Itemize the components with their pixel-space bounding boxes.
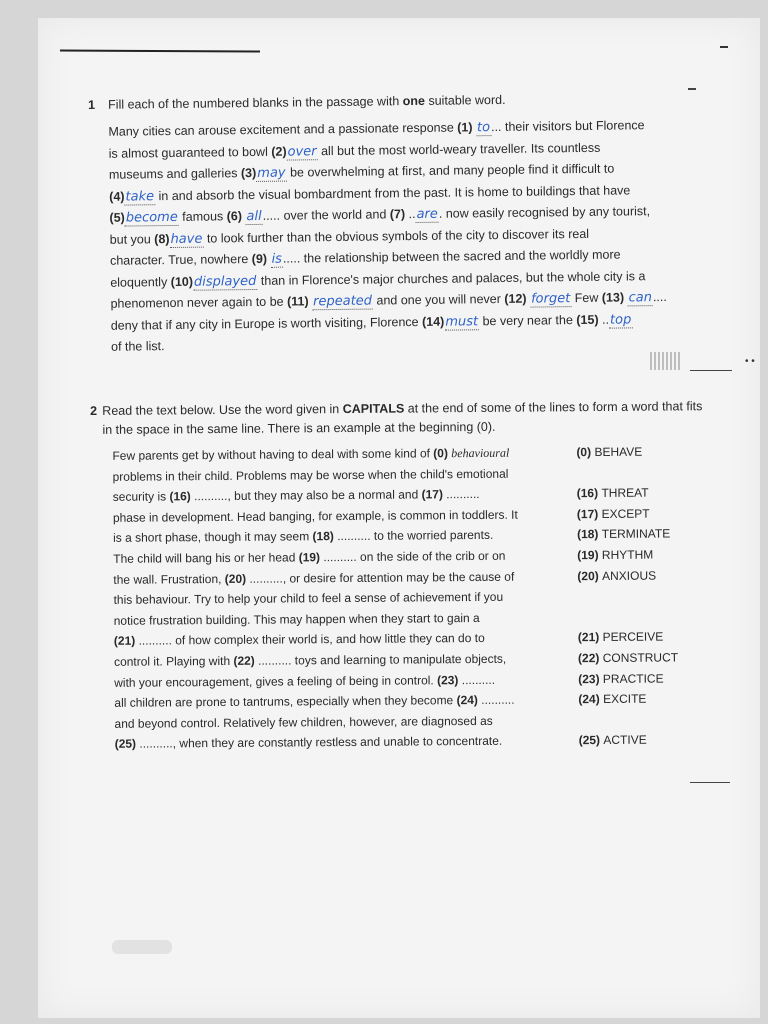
blank-number: (17) xyxy=(576,506,602,521)
line-text xyxy=(115,730,579,754)
line-text xyxy=(114,607,578,631)
blank-number: (23) xyxy=(578,671,603,686)
blank-number: (21) xyxy=(577,630,603,645)
exercise-2-heading xyxy=(90,397,710,440)
passage-text: famous xyxy=(178,209,227,224)
blank-number: (3) xyxy=(240,165,257,181)
passage-text: the wall. Frustration, xyxy=(113,571,225,587)
blank-number: (25) xyxy=(114,736,137,752)
passage-text: in and absorb the visual bombardment from the past. It is home to buildings that have xyxy=(155,182,631,203)
blank-number: (11) xyxy=(286,294,309,309)
passage-text: is almost guaranteed to bowl xyxy=(108,144,272,161)
cloze-passage xyxy=(108,114,711,358)
blank-number: (12) xyxy=(504,291,527,306)
blank-number: (22) xyxy=(233,653,255,668)
stem-word: RHYTHM xyxy=(601,547,654,562)
handwritten-answer: can xyxy=(628,290,653,306)
passage-text: ... their visitors but Florence xyxy=(490,118,645,135)
handwritten-answer: are xyxy=(416,206,438,222)
passage-text: ..... the relationship between the sacred and the worldly more xyxy=(282,247,621,266)
line-text xyxy=(113,566,577,590)
blank-number: (9) xyxy=(251,251,268,267)
line-text xyxy=(113,545,577,569)
passage-text: with your encouragement, gives a feeling of being in control. xyxy=(114,672,438,690)
capital-word xyxy=(578,689,646,710)
handwritten-answer: top xyxy=(609,311,632,328)
handwritten-answer: forget xyxy=(530,291,571,307)
passage-text: to look further than the obvious symbols of the city to discover its real xyxy=(203,226,590,246)
capital-word xyxy=(579,730,647,751)
exercise-number: 2 xyxy=(90,403,98,418)
handwritten-answer: must xyxy=(445,313,479,330)
passage-text: .......... to the worried parents. xyxy=(333,528,494,544)
blank-number: (20) xyxy=(577,568,603,583)
handwritten-answer: all xyxy=(246,208,262,225)
blank-number: (19) xyxy=(577,547,602,563)
line-text xyxy=(113,504,577,528)
example-answer: behavioural xyxy=(451,445,510,461)
stem-word: THREAT xyxy=(601,485,649,501)
top-right-mark xyxy=(720,46,728,48)
passage-text: all but the most world-weary traveller. Its countless xyxy=(317,140,601,158)
exercise-instruction: Read the text below. Use the word given in CAPITALS at the end of some of the lines to form a word that fits in the space in the same line. There is an example at the beginning (0). xyxy=(102,399,703,437)
blank-number: (7) xyxy=(389,207,406,222)
passage-text: . now easily recognised by any tourist, xyxy=(438,204,651,221)
capital-word xyxy=(577,545,653,566)
passage-text: .......... xyxy=(442,487,480,502)
margin-dots: • • xyxy=(745,356,755,367)
passage-text: Few parents get by without having to deal with some kind of xyxy=(112,446,434,463)
line-text xyxy=(112,442,576,466)
passage-text: of the list. xyxy=(110,339,165,354)
passage-text: ..... over the world and xyxy=(262,207,390,223)
passage-text: than in Florence's major churches and palaces, but the whole city is a xyxy=(257,268,646,288)
handwritten-answer: take xyxy=(125,188,155,205)
stem-word: TERMINATE xyxy=(601,526,671,542)
blank-number: (24) xyxy=(578,692,604,707)
page-smudge xyxy=(112,940,172,954)
blank-number: (4) xyxy=(109,189,125,204)
handwritten-answer: is xyxy=(271,251,283,267)
passage-text: control it. Playing with xyxy=(113,653,234,669)
blank-number: (24) xyxy=(456,693,478,708)
capital-word xyxy=(578,647,678,668)
line-text xyxy=(113,483,577,507)
score-line-2 xyxy=(690,782,730,783)
passage-text: The child will bang his or her head xyxy=(113,550,299,566)
blank-number: (17) xyxy=(421,487,443,502)
stem-word: CONSTRUCT xyxy=(602,650,679,665)
line-text xyxy=(114,669,578,693)
capital-word xyxy=(577,483,649,504)
exercise-number: 1 xyxy=(88,97,96,112)
score-scribble xyxy=(650,352,680,370)
passage-text: is a short phase, though it may seem xyxy=(113,529,313,546)
blank-number: (13) xyxy=(601,290,625,305)
passage-text: .... xyxy=(652,289,667,305)
passage-text: .........., or desire for attention may be the cause of xyxy=(246,569,515,586)
passage-text: eloquently xyxy=(110,274,171,290)
line-text xyxy=(114,648,578,672)
passage-text: problems in their child. Problems may be worse when the child's emotional xyxy=(112,466,509,484)
blank-number: (18) xyxy=(312,529,334,544)
stem-word: PRACTICE xyxy=(602,671,664,686)
line-text xyxy=(114,689,578,713)
exercise-instruction: Fill each of the numbered blanks in the passage with one suitable word. xyxy=(108,92,506,112)
passage-text: notice frustration building. This may happen when they start to gain a xyxy=(113,610,480,628)
blank-number: (2) xyxy=(271,144,287,159)
exercise-2 xyxy=(90,397,713,755)
passage-text: .......... xyxy=(477,692,515,708)
passage-text: phase in development. Head banging, for example, is common in toddlers. It xyxy=(112,507,518,525)
blank-number: (22) xyxy=(577,650,603,666)
line-text xyxy=(113,463,577,487)
passage-text: be overwhelming at first, and many people find it difficult to xyxy=(286,161,615,180)
blank-number: (25) xyxy=(578,733,604,748)
passage-text: .. xyxy=(598,312,610,327)
passage-text: but you xyxy=(109,231,155,247)
blank-number: (14) xyxy=(421,314,445,329)
passage-text: and one you will never xyxy=(372,291,505,308)
passage-text: this behaviour. Try to help your child to feel a sense of achievement if you xyxy=(113,589,504,607)
passage-text: phenomenon never again to be xyxy=(110,294,288,311)
handwritten-answer: over xyxy=(287,143,317,160)
blank-number: (20) xyxy=(224,571,247,586)
line-text xyxy=(113,586,577,610)
blank-number: (6) xyxy=(226,209,243,224)
passage-text: .......... of how complex their world is, and how little they can do to xyxy=(135,631,485,648)
blank-number: (21) xyxy=(113,633,136,649)
blank-number: (5) xyxy=(109,210,125,225)
stem-word: EXCEPT xyxy=(601,506,650,521)
passage-text: .......... on the side of the crib or on xyxy=(319,548,506,565)
stem-word: BEHAVE xyxy=(594,444,643,460)
stem-word: ANXIOUS xyxy=(602,568,657,583)
passage-text: .......... xyxy=(458,672,496,687)
stem-word: PERCEIVE xyxy=(602,629,664,645)
line-text xyxy=(114,628,578,652)
handwritten-answer: have xyxy=(170,231,203,247)
capital-word xyxy=(578,668,664,689)
passage-text: museums and galleries xyxy=(108,166,242,182)
blank-number: (23) xyxy=(436,672,459,687)
blank-number: (8) xyxy=(154,231,170,246)
score-line xyxy=(690,370,732,371)
passage-text: deny that if any city in Europe is worth visiting, Florence xyxy=(110,314,423,333)
passage-text: .........., when they are constantly restless and unable to concentrate. xyxy=(135,734,503,751)
blank-number: (10) xyxy=(170,274,194,289)
word-formation-text xyxy=(112,441,712,755)
blank-number: (1) xyxy=(457,120,473,135)
exercise-1 xyxy=(88,88,711,358)
handwritten-answer: displayed xyxy=(193,273,257,290)
passage-text: Few xyxy=(571,290,602,306)
stem-word: ACTIVE xyxy=(603,732,647,748)
capital-word xyxy=(578,627,664,648)
handwritten-answer: repeated xyxy=(313,293,373,310)
passage-text: .........., but they may also be a normal and xyxy=(190,487,422,504)
stem-word: EXCITE xyxy=(602,691,647,707)
passage-text: Many cities can arouse excitement and a passionate response xyxy=(108,120,458,139)
line-text xyxy=(113,525,577,549)
blank-number: (16) xyxy=(169,489,191,504)
capital-word xyxy=(577,565,656,586)
blank-number: (0) xyxy=(576,445,595,460)
passage-text: be very near the xyxy=(478,312,577,328)
passage-text: security is xyxy=(112,489,170,505)
passage-text: all children are prone to tantrums, especially when they become xyxy=(114,693,457,710)
blank-number: (0) xyxy=(433,446,448,461)
blank-number: (19) xyxy=(298,550,321,565)
handwritten-answer: to xyxy=(476,120,491,136)
capital-word xyxy=(577,524,670,545)
blank-number: (16) xyxy=(576,486,602,501)
handwritten-answer: become xyxy=(125,209,178,226)
capital-word xyxy=(577,503,650,524)
passage-text: and beyond control. Relatively few children, however, are diagnosed as xyxy=(114,713,493,731)
blank-number: (18) xyxy=(577,527,602,542)
handwritten-answer: may xyxy=(257,165,286,181)
passage-text: .. xyxy=(405,207,416,222)
capital-word xyxy=(576,442,642,463)
passage-text: character. True, nowhere xyxy=(109,252,252,268)
passage-text: .......... toys and learning to manipulate objects, xyxy=(254,651,507,668)
line-text xyxy=(114,710,578,734)
blank-number: (15) xyxy=(576,312,599,327)
